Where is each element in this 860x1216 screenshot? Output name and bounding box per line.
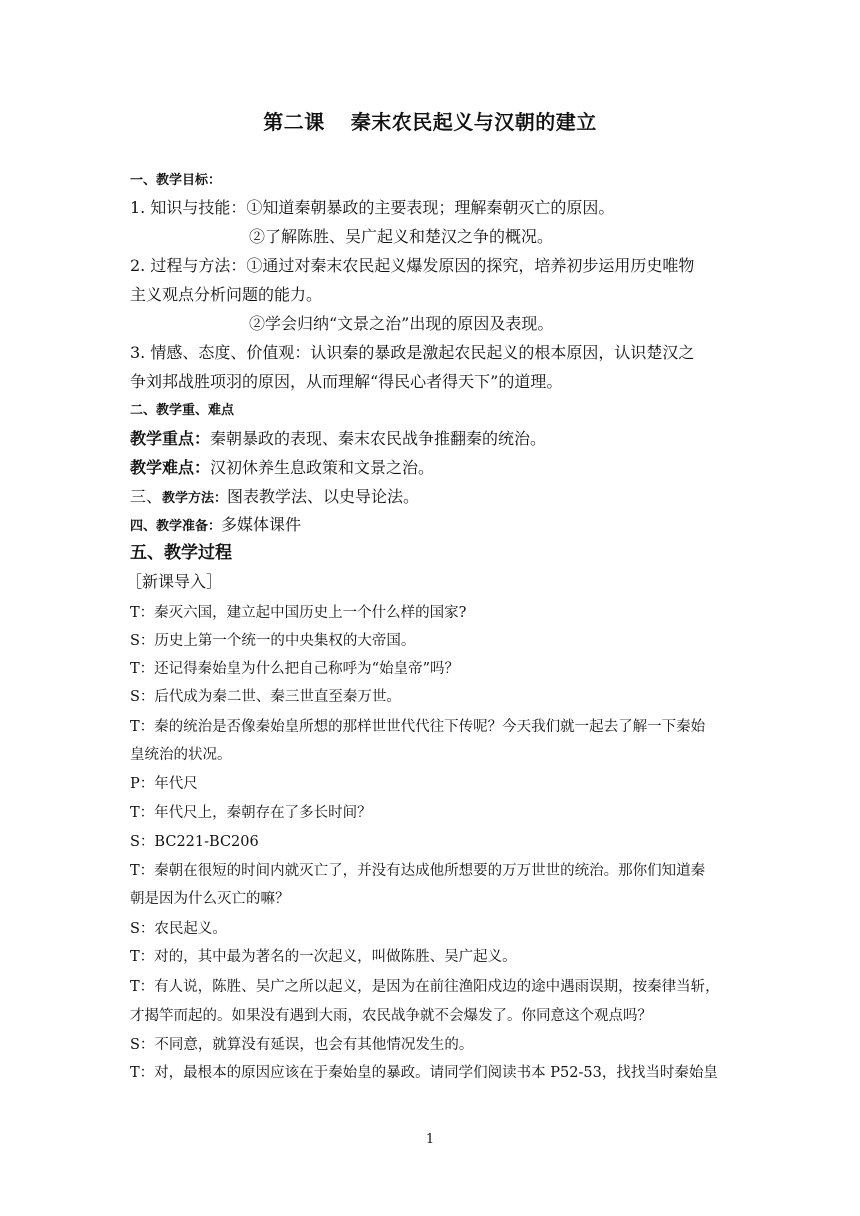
section-intro: ［新课导入］ [126,572,223,591]
page-title [0,106,860,135]
difficulty-text: 汉初休养生息政策和文景之治。 [210,458,435,477]
key-point-line [130,431,546,447]
keypoints-heading: 二、教学重、难点 [130,403,235,418]
lesson-number: 第二课 [263,110,325,134]
dialogue-line: P：年代尺 [130,776,198,792]
dialogue-line: S：农民起义。 [130,921,227,937]
dialogue-line: T：有人说，陈胜、吴广之所以起义，是因为在前往渔阳戍边的途中遇雨误期，按秦律当斩， [130,979,720,995]
objective-line: 争刘邦战胜项羽的原因，从而理解“得民心者得天下”的道理。 [130,372,563,391]
prep-label: 四、教学准备： [130,519,222,534]
dialogue-line: S：BC221-BC206 [130,834,259,850]
dialogue-line: T：对，最根本的原因应该在于秦始皇的暴政。请同学们阅读书本 P52-53，找找当时秦始皇 [130,1065,718,1081]
prep-line [130,517,301,533]
objective-line: 1. 知识与技能：①知道秦朝暴政的主要表现；理解秦朝灭亡的原因。 [130,198,615,217]
page-number: 1 [425,1132,435,1147]
dialogue-line: T：秦朝在很短的时间内就灭亡了，并没有达成他所想要的万万世世的统治。那你们知道秦 [130,863,706,879]
dialogue-line: T：对的，其中最为著名的一次起义，叫做陈胜、吴广起义。 [130,949,517,965]
dialogue-line: S：历史上第一个统一的中央集权的大帝国。 [130,633,416,649]
dialogue-line: 朝是因为什么灭亡的嘛？ [130,891,290,907]
methods-line [130,489,419,505]
objective-line: 3. 情感、态度、价值观：认识秦的暴政是激起农民起义的根本原因，认识楚汉之 [130,343,695,362]
methods-label: 教学方法： [162,491,228,506]
dialogue-line: T：秦的统治是否像秦始皇所想的那样世世代代往下传呢？今天我们就一起去了解一下秦始 [130,719,706,735]
objectives-heading: 一、教学目标： [130,173,222,188]
process-heading: 五、教学过程 [130,543,232,563]
objective-line: 主义观点分析问题的能力。 [130,285,323,304]
dialogue-line: T：还记得秦始皇为什么把自己称呼为“始皇帝”吗？ [130,661,459,677]
prep-text: 多媒体课件 [221,515,302,534]
key-point-text: 秦朝暴政的表现、秦末农民战争推翻秦的统治。 [210,429,547,448]
dialogue-line: 才揭竿而起的。如果没有遇到大雨，农民战争就不会爆发了。你同意这个观点吗？ [130,1008,652,1024]
lesson-topic: 秦末农民起义与汉朝的建立 [350,110,597,134]
methods-text: 图表教学法、以史导论法。 [227,487,420,506]
key-point-label: 教学重点： [130,429,211,448]
dialogue-line: S：后代成为秦二世、秦三世直至秦万世。 [130,689,401,705]
dialogue-line: T：年代尺上，秦朝存在了多长时间？ [130,805,372,821]
objective-line: 2. 过程与方法：①通过对秦末农民起义爆发原因的探究，培养初步运用历史唯物 [130,256,695,275]
dialogue-line: T：秦灭六国，建立起中国历史上一个什么样的国家? [130,605,467,621]
objective-line: ②学会归纳“文景之治”出现的原因及表现。 [249,314,554,333]
difficulty-label: 教学难点： [130,458,211,477]
dialogue-line: 皇统治的状况。 [130,747,232,763]
dialogue-line: S：不同意，就算没有延误，也会有其他情况发生的。 [130,1037,474,1053]
methods-prefix: 三、 [130,487,163,506]
difficulty-line [130,460,434,476]
objective-line: ②了解陈胜、吴广起义和楚汉之争的概况。 [249,227,554,246]
